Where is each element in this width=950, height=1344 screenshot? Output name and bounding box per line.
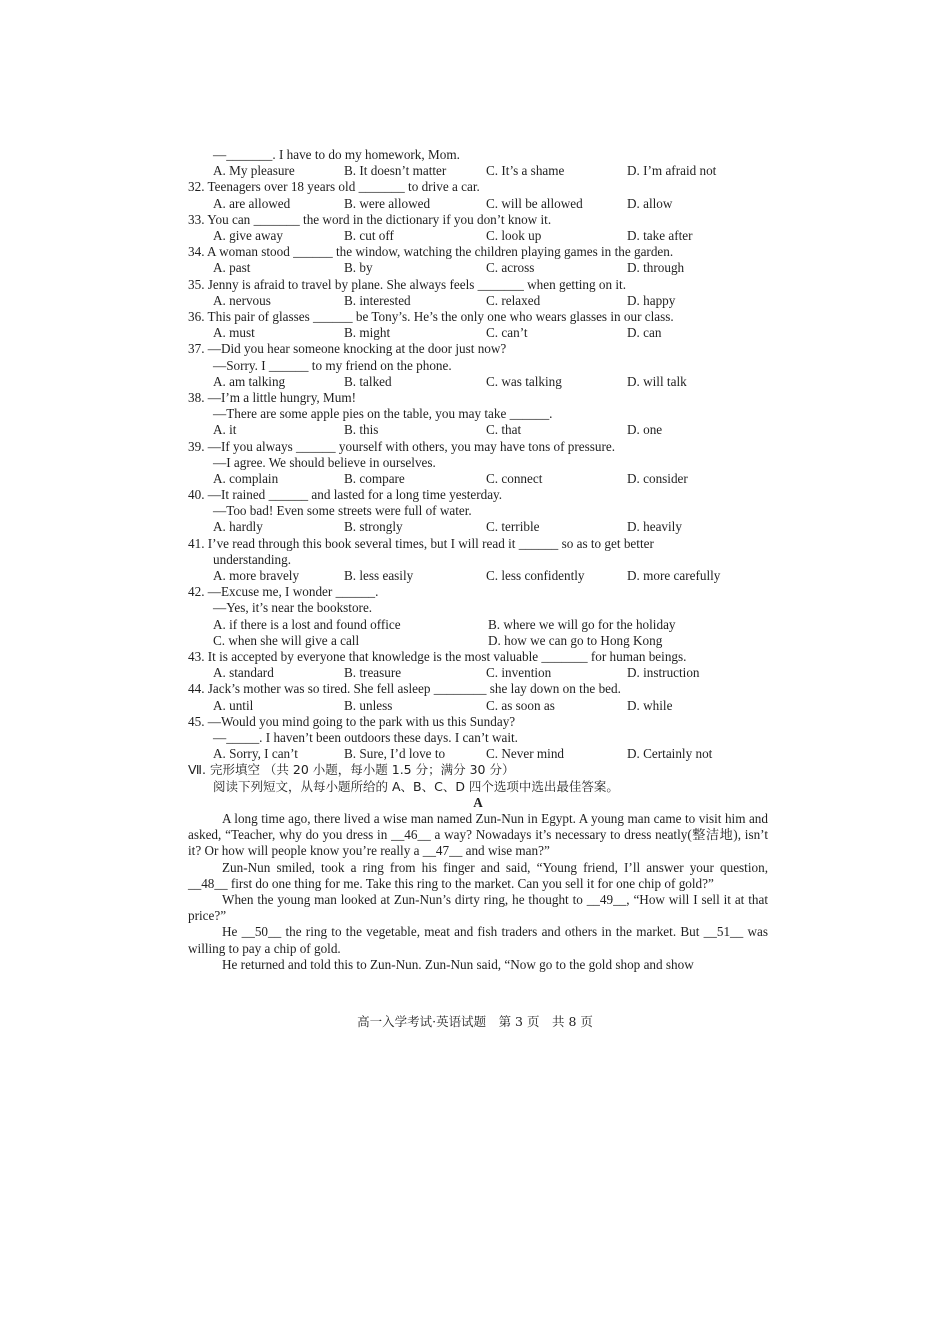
answer-option: A. give away: [213, 227, 283, 243]
question-line: 33. You can _______ the word in the dictionary if you don’t know it.: [188, 211, 552, 227]
question-subline: —_______. I have to do my homework, Mom.: [213, 147, 460, 162]
answer-option: B. less easily: [344, 568, 414, 584]
answer-option: B. It doesn’t matter: [344, 163, 447, 179]
answer-option: B. might: [344, 325, 391, 341]
answer-option: D. will talk: [627, 373, 687, 389]
page-footer: 高一入学考试·英语试题 第 3 页 共 8 页: [357, 1014, 593, 1029]
answer-option: D. through: [627, 260, 685, 276]
question-line: 39. —If you always ______ yourself with others, you may have tons of pressure.: [188, 438, 616, 454]
question-line: 42. —Excuse me, I wonder ______.: [188, 584, 379, 600]
answer-option: C. was talking: [486, 373, 562, 389]
answer-options: [188, 228, 768, 244]
question-subline: —Yes, it’s near the bookstore.: [213, 600, 373, 616]
passage-paragraph: He returned and told this to Zun-Nun. Zun-Nun said, “Now go to the gold shop and show: [222, 956, 694, 972]
question-line: 32. Teenagers over 18 years old _______ to drive a car.: [188, 179, 480, 195]
answer-options: [188, 163, 768, 179]
answer-option: D. while: [627, 697, 673, 713]
answer-option: B. interested: [344, 292, 411, 308]
question-subline: —Too bad! Even some streets were full of water.: [213, 503, 472, 519]
question-line: 38. —I’m a little hungry, Mum!: [188, 389, 356, 405]
question-subline: —I agree. We should believe in ourselves.: [213, 454, 436, 470]
answer-option: D. more carefully: [627, 568, 721, 584]
question-line: 44. Jack’s mother was so tired. She fell asleep ________ she lay down on the bed.: [188, 681, 621, 697]
answer-options: [188, 568, 768, 584]
question-line: 43. It is accepted by everyone that knowledge is the most valuable _______ for human beings.: [188, 649, 687, 665]
answer-option: A. are allowed: [213, 195, 291, 211]
answer-options: [188, 374, 768, 390]
section-heading: Ⅶ. 完形填空 （共 20 小题，每小题 1.5 分；满分 30 分）: [188, 762, 515, 778]
answer-option: C. less confidently: [486, 568, 585, 584]
answer-option: D. instruction: [627, 665, 700, 681]
answer-option: B. were allowed: [344, 195, 431, 211]
answer-option: C. Never mind: [486, 746, 565, 762]
answer-option: D. consider: [627, 470, 688, 486]
question-line: 40. —It rained ______ and lasted for a long time yesterday.: [188, 487, 503, 503]
answer-option: A. if there is a lost and found office: [213, 616, 401, 632]
answer-option: A. it: [213, 422, 237, 438]
answer-option: A. Sorry, I can’t: [213, 746, 298, 762]
answer-option: D. can: [627, 325, 662, 341]
answer-option: C. invention: [486, 665, 552, 681]
answer-option: D. happy: [627, 292, 676, 308]
answer-options: [188, 471, 768, 487]
answer-option: C. as soon as: [486, 697, 555, 713]
exam-content: [188, 147, 768, 973]
answer-option: A. am talking: [213, 373, 286, 389]
answer-option: B. unless: [344, 697, 393, 713]
answer-option: C. will be allowed: [486, 195, 583, 211]
answer-option: B. cut off: [344, 227, 394, 243]
answer-option: A. past: [213, 260, 251, 276]
passage-paragraph: Zun-Nun smiled, took a ring from his finger and said, “Young friend, I’ll answer your question, __48__ first do one thing for me. Take this ring to the market. Can you sell it for one chip of gold?”: [188, 859, 768, 891]
question-subline: —There are some apple pies on the table, you may take ______.: [213, 406, 553, 422]
answer-options: [188, 293, 768, 309]
answer-options: [188, 260, 768, 276]
answer-option: C. look up: [486, 227, 542, 243]
answer-option: B. by: [344, 260, 373, 276]
answer-option: D. take after: [627, 227, 693, 243]
answer-option: C. when she will give a call: [213, 632, 360, 648]
answer-option: C. terrible: [486, 519, 540, 535]
answer-option: A. My pleasure: [213, 163, 295, 179]
answer-options: [188, 422, 768, 438]
answer-option: B. where we will go for the holiday: [488, 616, 676, 632]
answer-option: D. how we can go to Hong Kong: [488, 632, 663, 648]
question-line: 37. —Did you hear someone knocking at the door just now?: [188, 341, 507, 357]
answer-option: D. I’m afraid not: [627, 163, 717, 179]
answer-option: A. hardly: [213, 519, 263, 535]
answer-option: C. relaxed: [486, 292, 541, 308]
section-instruction: 阅读下列短文，从每小题所给的 A、B、C、D 四个选项中选出最佳答案。: [213, 778, 619, 794]
answer-option: A. complain: [213, 470, 279, 486]
question-line: 36. This pair of glasses ______ be Tony’s. He’s the only one who wears glasses in our class.: [188, 308, 674, 324]
answer-option: D. Certainly not: [627, 746, 713, 762]
passage-body: [188, 811, 768, 973]
passage-paragraph: He __50__ the ring to the vegetable, meat and fish traders and others in the market. But __51__ was willing to pay a chip of gold.: [188, 924, 768, 956]
answer-options: [188, 196, 768, 212]
answer-options: [188, 698, 768, 714]
answer-option: A. until: [213, 697, 254, 713]
passage-paragraph: A long time ago, there lived a wise man named Zun-Nun in Egypt. A young man came to visit him and asked, “Teacher, why do you dress in __46__ a way? Nowadays it’s necessary to dress neatly(整洁地), isn’t it? Or how will people know you’re really a __47__ and wise man?”: [188, 810, 768, 859]
answer-options: [188, 519, 768, 535]
answer-options: [188, 633, 768, 649]
question-lines: [188, 147, 768, 762]
question-line: 35. Jenny is afraid to travel by plane. She always feels _______ when getting on it.: [188, 276, 627, 292]
answer-option: C. connect: [486, 470, 543, 486]
answer-options: [188, 746, 768, 762]
question-subline: —_____. I haven’t been outdoors these days. I can’t wait.: [213, 729, 518, 745]
question-subline: understanding.: [213, 551, 292, 567]
answer-option: B. compare: [344, 470, 405, 486]
question-line: 34. A woman stood ______ the window, watching the children playing games in the garden.: [188, 244, 674, 260]
answer-option: B. strongly: [344, 519, 403, 535]
answer-option: C. across: [486, 260, 535, 276]
question-subline: —Sorry. I ______ to my friend on the phone.: [213, 357, 452, 373]
question-line: 45. —Would you mind going to the park with us this Sunday?: [188, 713, 516, 729]
answer-option: D. heavily: [627, 519, 682, 535]
answer-options: [188, 617, 768, 633]
answer-option: B. Sure, I’d love to: [344, 746, 446, 762]
passage-label: A: [473, 794, 483, 810]
passage-paragraph: When the young man looked at Zun-Nun’s dirty ring, he thought to __49__, “How will I sell it at that price?”: [188, 891, 768, 924]
answer-option: B. treasure: [344, 665, 402, 681]
answer-option: A. more bravely: [213, 568, 300, 584]
answer-option: D. one: [627, 422, 663, 438]
answer-option: A. nervous: [213, 292, 271, 308]
answer-option: D. allow: [627, 195, 673, 211]
answer-option: C. that: [486, 422, 522, 438]
answer-options: [188, 325, 768, 341]
answer-options: [188, 665, 768, 681]
answer-option: B. talked: [344, 373, 392, 389]
answer-option: B. this: [344, 422, 379, 438]
question-line: 41. I’ve read through this book several times, but I will read it ______ so as to get better: [188, 535, 654, 551]
answer-option: A. must: [213, 325, 255, 341]
answer-option: C. It’s a shame: [486, 163, 565, 179]
answer-option: A. standard: [213, 665, 274, 681]
answer-option: C. can’t: [486, 325, 528, 341]
